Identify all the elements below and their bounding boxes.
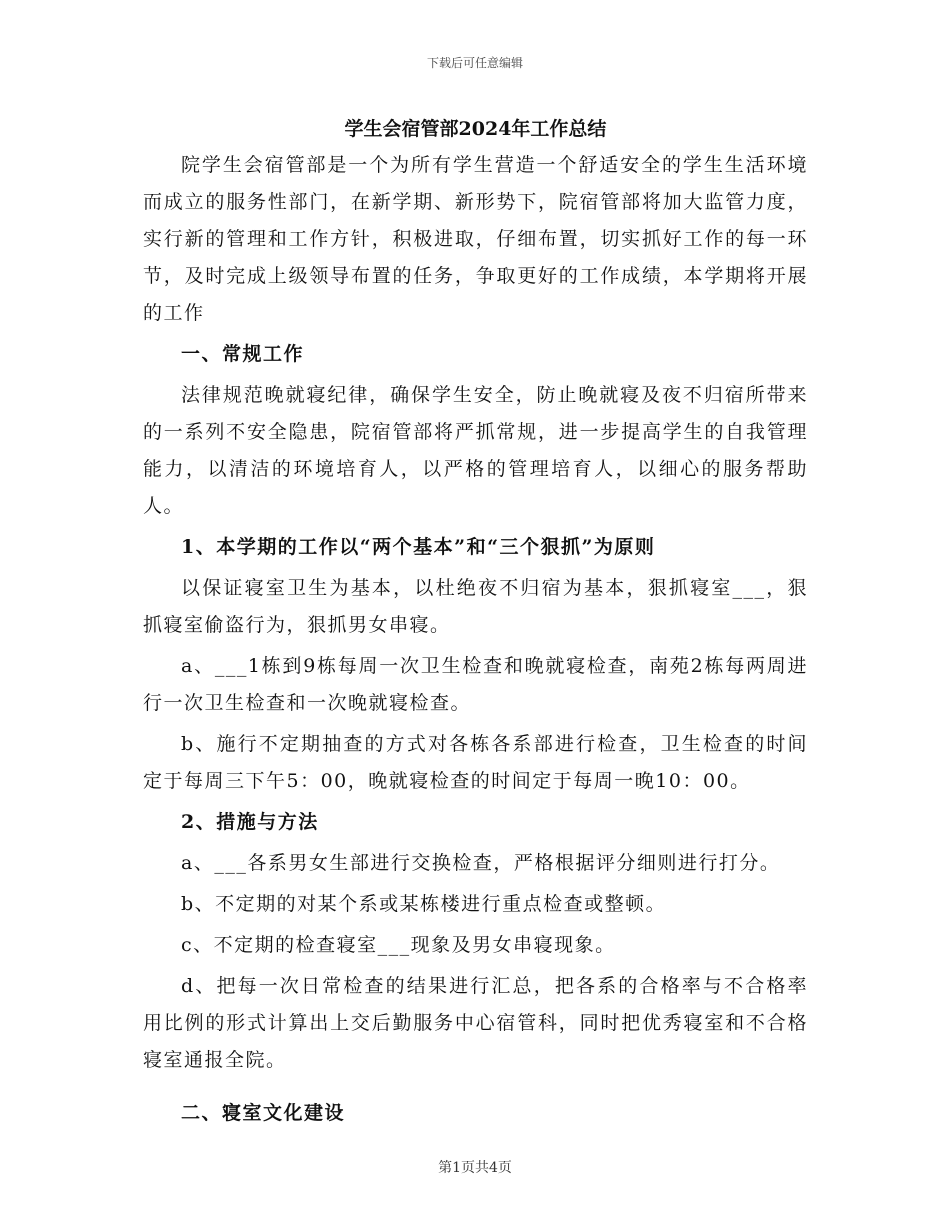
measure-c: c、不定期的检查寝室___现象及男女串寝现象。 <box>181 934 616 956</box>
routine-work-paragraph: 法律规范晚就寝纪律，确保学生安全，防止晚就寝及夜不归宿所带来的一系列不安全隐患，院宿管部将严抓常规，进一步提高学生的自我管理能力，以清洁的环境培育人，以严格的管理培育人，以细心的服务帮助人。 <box>143 384 808 517</box>
page-footer-page-number: 第1页共4页 <box>438 1160 512 1176</box>
item-b-inspection-schedule: b、施行不定期抽查的方式对各栋各系部进行检查，卫生检查的时间定于每周三下午5：00，晚就寝检查的时间定于每周一晚10：00。 <box>143 733 808 792</box>
page-header: 下载后可任意编辑 <box>426 56 523 70</box>
measure-b: b、不定期的对某个系或某栋楼进行重点检查或整顿。 <box>181 893 667 915</box>
measure-d: d、把每一次日常检查的结果进行汇总，把各系的合格率与不合格率用比例的形式计算出上交后勤服务中心宿管科，同时把优秀寝室和不合格寝室通报全院。 <box>143 975 808 1071</box>
subheading-principles: 1、本学期的工作以“两个基本”和“三个狠抓”为原则 <box>181 536 656 558</box>
item-a-inspection: a、___1栋到9栋每周一次卫生检查和晚就寝检查，南苑2栋每两周进行一次卫生检查和一次晚就寝检查。 <box>143 655 808 714</box>
section-heading-routine-work: 一、常规工作 <box>181 343 305 365</box>
document-body <box>143 112 808 1132</box>
principles-paragraph: 以保证寝室卫生为基本，以杜绝夜不归宿为基本，狠抓寝室___，狠抓寝室偷盗行为，狠抓男女串寝。 <box>143 577 808 636</box>
document-title: 学生会宿管部2024年工作总结 <box>344 118 607 140</box>
subheading-measures-methods: 2、措施与方法 <box>181 811 319 833</box>
measure-a: a、___各系男女生部进行交换检查，严格根据评分细则进行打分。 <box>181 852 781 874</box>
intro-paragraph: 院学生会宿管部是一个为所有学生营造一个舒适安全的学生生活环境而成立的服务性部门，在新学期、新形势下，院宿管部将加大监管力度，实行新的管理和工作方针，积极进取，仔细布置，切实抓好工作的每一环节，及时完成上级领导布置的任务，争取更好的工作成绩，本学期将开展的工作 <box>143 154 808 324</box>
section-heading-dorm-culture: 二、寝室文化建设 <box>181 1102 346 1124</box>
